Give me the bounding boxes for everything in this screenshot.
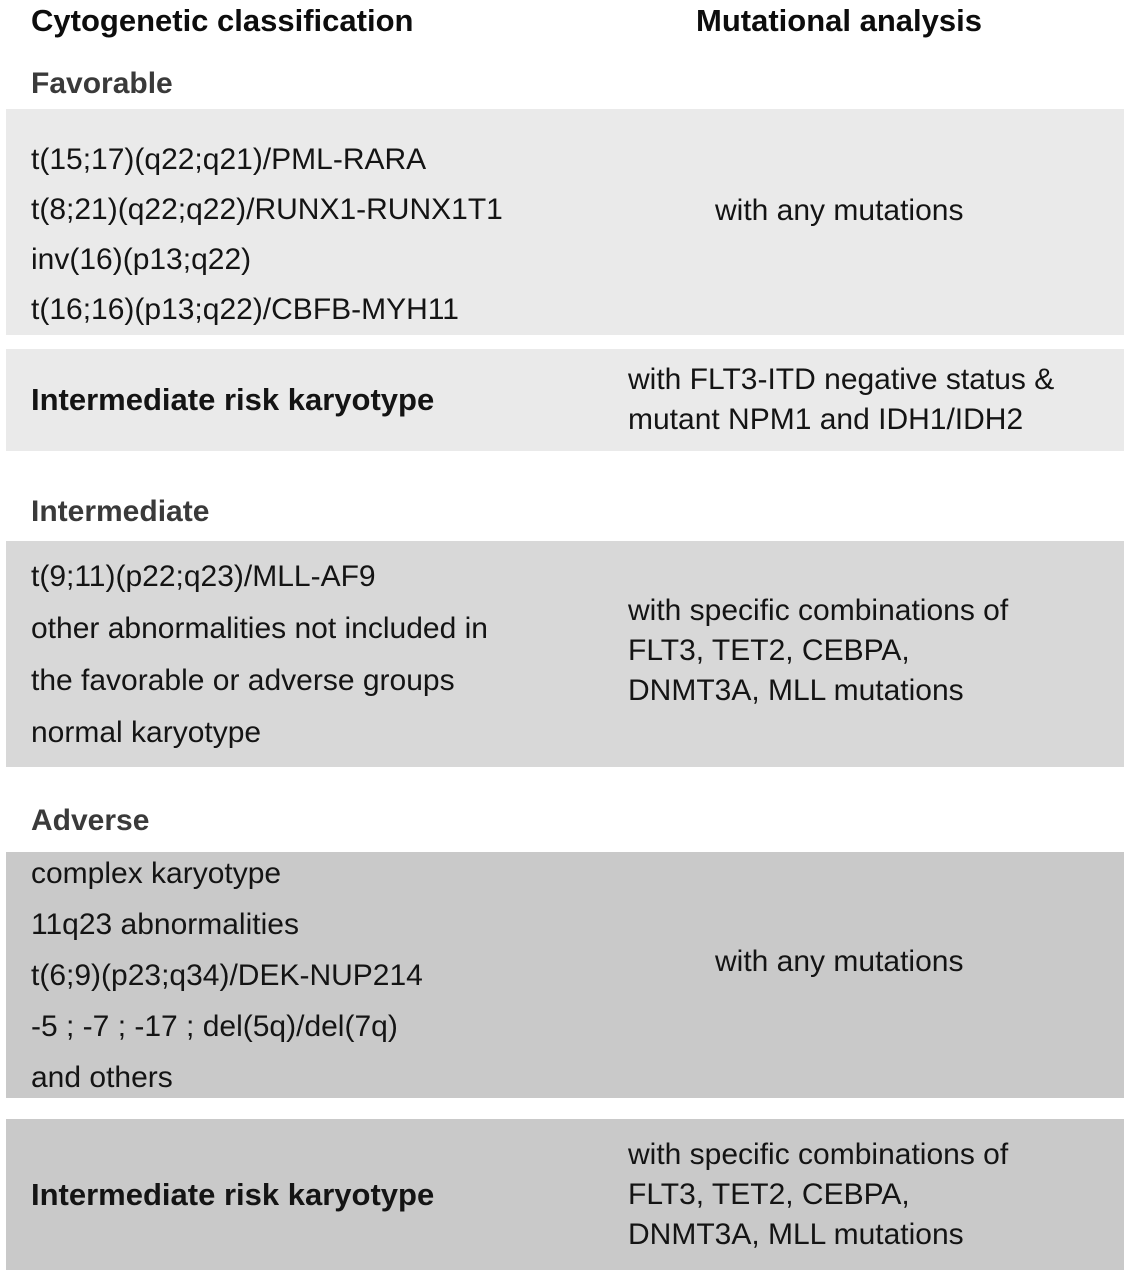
- favorable-cyto-line: t(16;16)(p13;q22)/CBFB-MYH11: [31, 293, 459, 326]
- intermediate-risk-karyotype-label: Intermediate risk karyotype: [31, 1176, 435, 1212]
- adverse-cyto-line: complex karyotype: [31, 857, 282, 890]
- mutation-line: with FLT3-ITD negative status &: [628, 363, 1055, 396]
- favorable-intermediate-risk-cytogenetics: [31, 349, 434, 451]
- intermediate-cyto-line: normal karyotype: [31, 716, 262, 749]
- section-title-adverse: Adverse: [31, 804, 150, 837]
- adverse-cyto-line: 11q23 abnormalities: [31, 908, 299, 941]
- favorable-intermediate-risk-mutations: [628, 349, 1124, 451]
- adverse-intermediate-risk-cytogenetics: [31, 1119, 434, 1270]
- adverse-cyto-line: and others: [31, 1061, 173, 1094]
- adverse-cytogenetics: [31, 848, 423, 1098]
- intermediate-cyto-line: t(9;11)(p22;q23)/MLL-AF9: [31, 560, 376, 593]
- section-title-intermediate: Intermediate: [31, 495, 210, 528]
- intermediate-cyto-line: the favorable or adverse groups: [31, 664, 455, 697]
- intermediate-mutations: [628, 541, 1124, 767]
- mutation-line: with specific combinations of: [628, 1137, 1009, 1171]
- header-mutational-analysis: Mutational analysis: [696, 3, 982, 38]
- favorable-cyto-line: inv(16)(p13;q22): [31, 243, 252, 276]
- favorable-cyto-line: t(15;17)(q22;q21)/PML-RARA: [31, 143, 427, 176]
- adverse-box: [6, 852, 1124, 1098]
- intermediate-cyto-line: other abnormalities not included in: [31, 612, 488, 645]
- mutation-line: FLT3, TET2, CEBPA,: [628, 634, 910, 667]
- adverse-intermediate-risk-mutations: [628, 1119, 1124, 1270]
- section-title-favorable: Favorable: [31, 67, 173, 100]
- favorable-mutations: [628, 109, 1124, 335]
- intermediate-cytogenetics: [31, 541, 488, 767]
- adverse-cyto-line: -5 ; -7 ; -17 ; del(5q)/del(7q): [31, 1010, 398, 1043]
- intermediate-box: [6, 541, 1124, 767]
- intermediate-risk-karyotype-label: Intermediate risk karyotype: [31, 382, 435, 417]
- adverse-mutation-line: with any mutations: [715, 945, 964, 978]
- adverse-cyto-line: t(6;9)(p23;q34)/DEK-NUP214: [31, 959, 423, 992]
- adverse-intermediate-risk-box: [6, 1119, 1124, 1270]
- header-cytogenetic-classification: Cytogenetic classification: [31, 3, 414, 38]
- mutation-line: mutant NPM1 and IDH1/IDH2: [628, 403, 1024, 436]
- favorable-box: [6, 109, 1124, 335]
- mutation-line: with specific combinations of: [628, 594, 1009, 627]
- favorable-mutation-line: with any mutations: [715, 194, 964, 227]
- adverse-mutations: [628, 852, 1124, 1098]
- mutation-line: DNMT3A, MLL mutations: [628, 1217, 964, 1251]
- favorable-cytogenetics: [31, 109, 503, 335]
- favorable-intermediate-risk-box: [6, 349, 1124, 451]
- mutation-line: FLT3, TET2, CEBPA,: [628, 1177, 910, 1211]
- favorable-cyto-line: t(8;21)(q22;q22)/RUNX1-RUNX1T1: [31, 193, 503, 226]
- mutation-line: DNMT3A, MLL mutations: [628, 674, 964, 707]
